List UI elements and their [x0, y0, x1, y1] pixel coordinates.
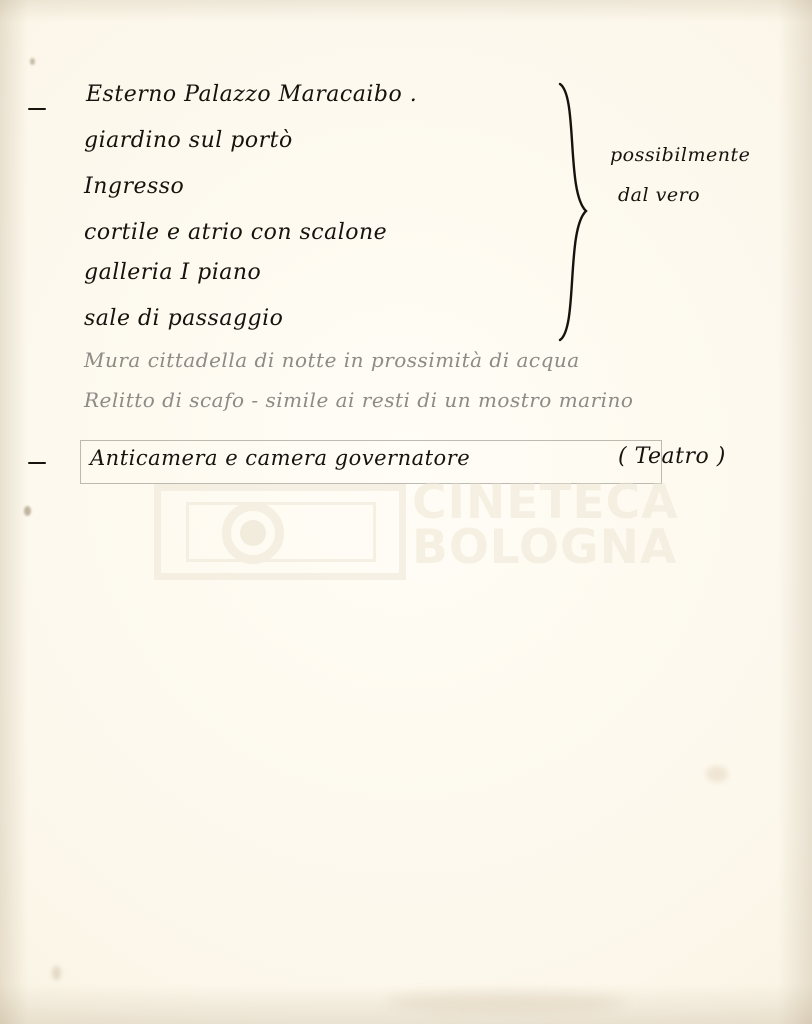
paper-edge-right [778, 0, 812, 1024]
watermark-line-1: CINETECA [412, 475, 679, 530]
paper-edge-left [0, 0, 28, 1024]
watermark [150, 475, 679, 590]
watermark-line-2: BOLOGNA [412, 520, 678, 576]
note-parenthetical: ( Teatro ) [618, 444, 726, 469]
note-line: Esterno Palazzo Maracaibo . [86, 82, 418, 107]
note-line: galleria I piano [84, 260, 262, 285]
brace-annotation-line: possibilmente [610, 144, 751, 166]
ring-logo-dot-icon [240, 520, 266, 546]
faded-note-line: Mura cittadella di notte in prossimità di acqua [84, 348, 580, 372]
note-line: cortile e atrio con scalone [84, 220, 388, 245]
brace-annotation-line: dal vero [618, 184, 701, 206]
faded-note-line: Relitto di scafo - simile ai resti di un mostro marino [84, 388, 634, 412]
note-line: Anticamera e camera governatore [90, 446, 471, 470]
note-line: giardino sul portò [84, 128, 293, 153]
list-marker-dash [28, 108, 46, 110]
paper-edge-bottom [0, 984, 812, 1024]
list-marker-dash [28, 462, 46, 464]
paper-edge-top [0, 0, 812, 22]
note-line: Ingresso [84, 174, 185, 199]
note-line: sale di passaggio [84, 306, 284, 331]
watermark-text [412, 475, 679, 576]
curly-brace-icon [556, 82, 590, 344]
